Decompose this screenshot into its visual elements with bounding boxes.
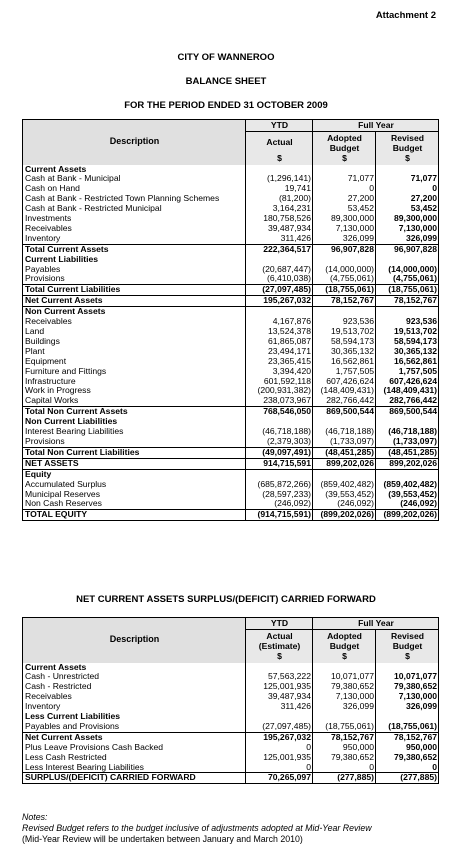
row-description: Investments [23,214,246,224]
ytd-actual-value: 222,364,517 [246,244,313,254]
row-description: Furniture and Fittings [23,367,246,377]
ytd-actual-value: 4,167,876 [246,317,313,327]
column-header-description: Description [23,618,246,663]
row-description: Current Assets [23,663,246,673]
table-row [23,224,439,234]
row-description: Payables and Provisions [23,722,246,732]
revised-budget-value: 79,380,652 [394,752,438,762]
adopted-budget-value: (48,451,285) [313,447,376,458]
adopted-budget-value: 1,757,505 [313,367,376,377]
table-row [23,732,439,742]
column-header-ytd: YTD [246,618,313,630]
row-description: Municipal Reserves [23,490,246,500]
column-header-description: Description [23,120,246,165]
row-description: Less Cash Restricted [23,753,246,763]
revised-budget-value: 0 [432,762,438,772]
row-description: Non Current Assets [23,307,246,317]
row-description: Less Interest Bearing Liabilities [23,763,246,773]
ytd-actual-value: (2,379,303) [246,437,313,447]
row-description: Total Current Liabilities [23,285,246,296]
table-row [23,214,439,224]
adopted-budget-value: (246,092) [313,499,376,509]
row-description: Plant [23,347,246,357]
ytd-actual-value: (246,092) [246,499,313,509]
adopted-budget-value: 10,071,077 [313,672,376,682]
adopted-budget-value: (148,409,431) [313,386,376,396]
table-row [23,672,439,682]
revised-budget-value: 10,071,077 [394,672,438,682]
ytd-actual-value: 0 [246,743,313,753]
organisation-name: CITY OF WANNEROO [177,52,275,63]
revised-budget-value: 950,000 [405,742,438,752]
row-description: Equity [23,469,246,479]
unit-label: $ [313,652,376,663]
revised-budget-value: 58,594,173 [394,336,438,346]
ytd-actual-value [246,307,313,317]
adopted-budget-value: 53,452 [313,204,376,214]
adopted-budget-value: 78,152,767 [313,732,376,742]
table-row [23,337,439,347]
revised-budget-value: 326,099 [405,702,438,712]
ytd-actual-value: 39,487,934 [246,692,313,702]
table-row [23,244,439,254]
table-row [23,307,439,317]
table-row [23,682,439,692]
adopted-budget-value: (859,402,482) [313,480,376,490]
revised-budget-value: 607,426,624 [389,376,438,386]
revised-budget-value: 16,562,861 [394,356,438,366]
revised-budget-value: 7,130,000 [398,223,438,233]
revised-budget-value: (4,755,061) [393,274,438,284]
row-description: Buildings [23,337,246,347]
table-row [23,469,439,479]
revised-budget-value: 71,077 [410,174,438,184]
unit-label: $ [246,154,313,165]
table-row [23,255,439,265]
ytd-actual-value [246,417,313,427]
unit-label: $ [313,154,376,165]
net-current-assets-table [22,617,439,784]
row-description: Cash at Bank - Municipal [23,174,246,184]
row-description: SURPLUS/(DEFICIT) CARRIED FORWARD [23,773,246,784]
row-description: Accumulated Surplus [23,480,246,490]
revised-budget-value: (899,202,026) [376,510,439,521]
table-row [23,490,439,500]
table-row [23,194,439,204]
table-row [23,417,439,427]
table-row [23,722,439,732]
adopted-budget-value: (14,000,000) [313,265,376,275]
ytd-actual-value: 125,001,935 [246,753,313,763]
column-header-revised-budget: Revised Budget [376,132,439,154]
table-row [23,712,439,722]
row-description: Net Current Assets [23,296,246,307]
adopted-budget-value [313,469,376,479]
adopted-budget-value: 282,766,442 [313,396,376,406]
adopted-budget-value: 79,380,652 [313,682,376,692]
ytd-actual-value: (200,931,382) [246,386,313,396]
revised-budget-value: 0 [432,184,438,194]
adopted-budget-value: 899,202,026 [313,458,376,469]
table-row [23,204,439,214]
row-description: Receivables [23,224,246,234]
adopted-budget-value: (18,755,061) [313,285,376,296]
table-row [23,763,439,773]
adopted-budget-value: 869,500,544 [313,407,376,417]
table-row [23,663,439,673]
row-description: Inventory [23,234,246,244]
row-description: Receivables [23,692,246,702]
ytd-actual-value: 768,546,050 [246,407,313,417]
ytd-actual-value: 914,715,591 [246,458,313,469]
ytd-actual-value: 311,426 [246,234,313,244]
adopted-budget-value: (39,553,452) [313,490,376,500]
table-row [23,692,439,702]
unit-label: $ [246,652,313,663]
table-row [23,702,439,712]
row-description: Cash at Bank - Restricted Municipal [23,204,246,214]
adopted-budget-value: 79,380,652 [313,753,376,763]
revised-budget-value: 282,766,442 [389,396,438,406]
table-row [23,347,439,357]
table-row [23,285,439,296]
row-description: Total Non Current Assets [23,407,246,417]
revised-budget-value: 326,099 [405,233,438,243]
table-row [23,743,439,753]
ytd-actual-value [246,165,313,175]
row-description: Equipment [23,357,246,367]
adopted-budget-value: (18,755,061) [313,722,376,732]
ytd-actual-value: 601,592,118 [246,377,313,387]
ytd-actual-value: 19,741 [246,184,313,194]
row-description: Current Liabilities [23,255,246,265]
row-description: Total Current Assets [23,244,246,254]
row-description: Land [23,327,246,337]
ytd-actual-value: (6,410,038) [246,274,313,284]
ytd-actual-value: 13,524,378 [246,327,313,337]
table-row [23,386,439,396]
row-description: Work in Progress [23,386,246,396]
unit-label: $ [376,652,439,663]
ytd-actual-value: 195,267,032 [246,296,313,307]
revised-budget-value: (148,409,431) [383,386,438,396]
revised-budget-value: (18,755,061) [388,721,438,731]
ytd-actual-value: 70,265,097 [246,773,313,784]
table-row [23,427,439,437]
notes-line-1: Revised Budget refers to the budget inclusive of adjustments adopted at Mid-Year Review [22,823,372,833]
revised-budget-value [376,663,439,673]
table-row [23,296,439,307]
adopted-budget-value [313,165,376,175]
revised-budget-value: (39,553,452) [388,489,438,499]
table-row [23,265,439,275]
table-row [23,317,439,327]
row-description: Cash at Bank - Restricted Town Planning Schemes [23,194,246,204]
ytd-actual-value: 195,267,032 [246,732,313,742]
adopted-budget-value [313,663,376,673]
row-description: Net Current Assets [23,732,246,742]
revised-budget-value: 923,536 [405,317,438,327]
table-row [23,357,439,367]
revised-budget-value: 869,500,544 [376,407,439,417]
ytd-actual-value: 39,487,934 [246,224,313,234]
attachment-label: Attachment 2 [375,10,436,21]
ytd-actual-value: 311,426 [246,702,313,712]
table-row [23,184,439,194]
adopted-budget-value: 950,000 [313,743,376,753]
ytd-actual-value: 0 [246,763,313,773]
revised-budget-value: 79,380,652 [394,682,438,692]
row-description: Non Current Liabilities [23,417,246,427]
adopted-budget-value: 923,536 [313,317,376,327]
ytd-actual-value [246,255,313,265]
document-title: BALANCE SHEET [185,76,267,87]
revised-budget-value: 19,513,702 [394,327,438,336]
row-description: Total Non Current Liabilities [23,447,246,458]
ytd-actual-value [246,712,313,722]
revised-budget-value [376,469,439,479]
adopted-budget-value [313,417,376,427]
revised-budget-value: (277,885) [376,773,439,784]
ytd-actual-value: (81,200) [246,194,313,204]
column-header-actual-estimate: Actual (Estimate) [246,630,313,652]
balance-sheet-table [22,119,439,521]
revised-budget-value [376,255,439,265]
section-title-carried-forward: NET CURRENT ASSETS SURPLUS/(DEFICIT) CARRIED FORWARD [76,594,376,605]
adopted-budget-value: 96,907,828 [313,244,376,254]
revised-budget-value: 78,152,767 [376,732,439,742]
revised-budget-value: (48,451,285) [376,447,439,458]
column-header-full-year: Full Year [313,120,439,132]
revised-budget-value: 27,200 [410,194,438,204]
adopted-budget-value: 326,099 [313,234,376,244]
ytd-actual-value [246,663,313,673]
adopted-budget-value [313,712,376,722]
row-description: Cash - Restricted [23,682,246,692]
ytd-actual-value: 61,865,087 [246,337,313,347]
column-header-full-year: Full Year [313,618,439,630]
adopted-budget-value: (277,885) [313,773,376,784]
period-heading: FOR THE PERIOD ENDED 31 OCTOBER 2009 [124,100,328,111]
row-description: Non Cash Reserves [23,499,246,509]
revised-budget-value [376,165,439,175]
column-header-actual: Actual [246,132,313,154]
adopted-budget-value: 7,130,000 [313,692,376,702]
ytd-actual-value: (46,718,188) [246,427,313,437]
ytd-actual-value: 57,563,222 [246,672,313,682]
table-row [23,327,439,337]
table-row [23,458,439,469]
table-row [23,377,439,387]
column-header-revised-budget: Revised Budget [376,630,439,652]
adopted-budget-value: 7,130,000 [313,224,376,234]
table-row [23,165,439,175]
revised-budget-value: 78,152,767 [376,296,439,307]
unit-label: $ [376,154,439,165]
table-row [23,234,439,244]
table-row [23,407,439,417]
table-row [23,480,439,490]
ytd-actual-value [246,469,313,479]
ytd-actual-value: 125,001,935 [246,682,313,692]
table-row [23,447,439,458]
adopted-budget-value: (1,733,097) [313,437,376,447]
revised-budget-value: (246,092) [400,499,438,509]
revised-budget-value: (1,733,097) [393,436,438,446]
notes [22,812,372,845]
row-description: Provisions [23,274,246,284]
row-description: Payables [23,265,246,275]
ytd-actual-value: 23,365,415 [246,357,313,367]
adopted-budget-value [313,255,376,265]
adopted-budget-value: (4,755,061) [313,274,376,284]
adopted-budget-value: 16,562,861 [313,357,376,367]
ytd-actual-value: 3,164,231 [246,204,313,214]
row-description: TOTAL EQUITY [23,510,246,521]
ytd-actual-value: (28,597,233) [246,490,313,500]
adopted-budget-value: 30,365,132 [313,347,376,357]
ytd-actual-value: 238,073,967 [246,396,313,406]
adopted-budget-value: 0 [313,763,376,773]
ytd-actual-value: (27,097,485) [246,285,313,296]
ytd-actual-value: (49,097,491) [246,447,313,458]
table-row [23,499,439,509]
adopted-budget-value [313,307,376,317]
table-row [23,396,439,406]
revised-budget-value: (18,755,061) [376,285,439,296]
row-description: Cash - Unrestricted [23,672,246,682]
revised-budget-value [376,307,439,317]
row-description: NET ASSETS [23,458,246,469]
adopted-budget-value: 0 [313,184,376,194]
adopted-budget-value: 71,077 [313,174,376,184]
adopted-budget-value: 58,594,173 [313,337,376,347]
ytd-actual-value: 180,758,526 [246,214,313,224]
adopted-budget-value: 89,300,000 [313,214,376,224]
row-description: Capital Works [23,396,246,406]
revised-budget-value: 1,757,505 [398,366,438,376]
revised-budget-value: (14,000,000) [388,264,438,274]
revised-budget-value: 7,130,000 [398,692,438,702]
notes-label: Notes: [22,812,48,822]
revised-budget-value: 96,907,828 [376,244,439,254]
row-description: Less Current Liabilities [23,712,246,722]
row-description: Cash on Hand [23,184,246,194]
column-header-ytd: YTD [246,120,313,132]
revised-budget-value: 89,300,000 [394,214,438,224]
adopted-budget-value: 78,152,767 [313,296,376,307]
row-description: Receivables [23,317,246,327]
adopted-budget-value: 607,426,624 [313,377,376,387]
ytd-actual-value: 23,494,171 [246,347,313,357]
row-description: Inventory [23,702,246,712]
revised-budget-value: 899,202,026 [376,458,439,469]
notes-line-2: (Mid-Year Review will be undertaken between January and March 2010) [22,834,303,844]
column-header-adopted-budget: Adopted Budget [313,132,376,154]
table-row [23,510,439,521]
adopted-budget-value: 326,099 [313,702,376,712]
row-description: Provisions [23,437,246,447]
revised-budget-value [376,712,439,722]
ytd-actual-value: (20,687,447) [246,265,313,275]
table-row [23,437,439,447]
row-description: Plus Leave Provisions Cash Backed [23,743,246,753]
table-row [23,773,439,784]
table-row [23,174,439,184]
adopted-budget-value: 19,513,702 [313,327,376,337]
revised-budget-value: (859,402,482) [383,479,438,489]
ytd-actual-value: (914,715,591) [246,510,313,521]
adopted-budget-value: (46,718,188) [313,427,376,437]
column-header-adopted-budget: Adopted Budget [313,630,376,652]
revised-budget-value: (46,718,188) [388,427,438,437]
row-description: Infrastructure [23,377,246,387]
revised-budget-value [376,417,439,427]
ytd-actual-value: 3,394,420 [246,367,313,377]
table-row [23,753,439,763]
ytd-actual-value: (27,097,485) [246,722,313,732]
ytd-actual-value: (685,872,266) [246,480,313,490]
row-description: Current Assets [23,165,246,175]
row-description: Interest Bearing Liabilities [23,427,246,437]
revised-budget-value: 53,452 [410,204,438,214]
table-row [23,274,439,284]
ytd-actual-value: (1,296,141) [246,174,313,184]
table-row [23,367,439,377]
revised-budget-value: 30,365,132 [394,346,438,356]
adopted-budget-value: 27,200 [313,194,376,204]
adopted-budget-value: (899,202,026) [313,510,376,521]
